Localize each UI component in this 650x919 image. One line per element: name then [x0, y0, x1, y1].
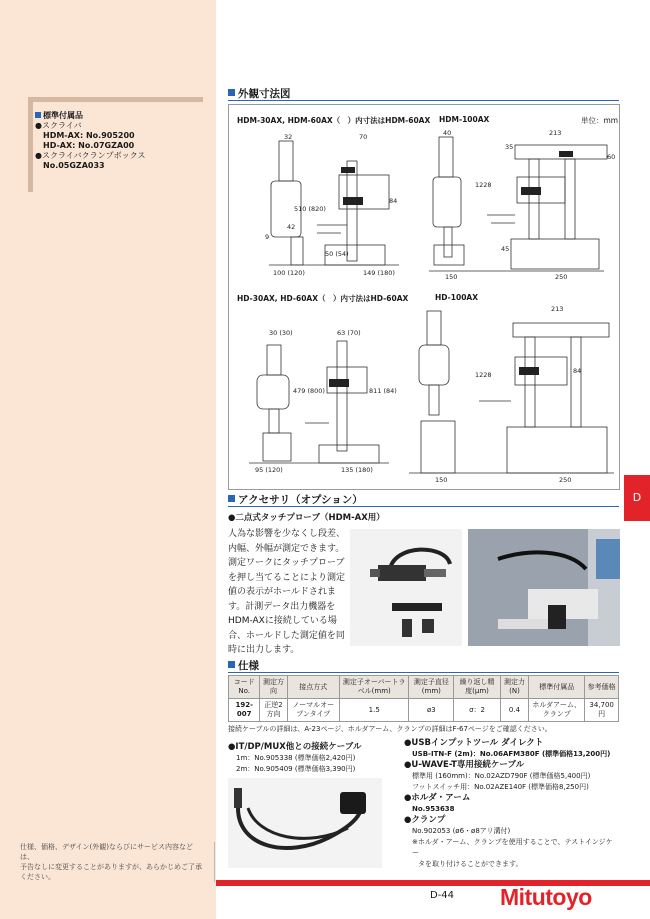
- cable-left-block: ●IT/DP/MUX他との接続ケーブル 1m：No.905338 (標準価格2,420円) 2m：No.905409 (標準価格3,390円): [228, 742, 362, 773]
- section-rule: [228, 506, 619, 507]
- fig2-label: HDM-100AX: [439, 115, 490, 124]
- accessory-heading: アクセサリ（オプション）: [228, 492, 363, 507]
- table-header-row: コードNo. 測定方向 接点方式 測定子オーバートラベル(mm) 測定子直径(mm) 繰り返し精度(μm) 測定力(N) 標準付属品 参考価格: [229, 676, 619, 699]
- section-rule: [228, 672, 619, 673]
- probe-image: [350, 529, 462, 646]
- bullet-square-icon: [228, 661, 235, 668]
- spec-heading: 仕様: [228, 658, 259, 673]
- cable-image: [228, 778, 382, 868]
- bullet-square-icon: [228, 495, 235, 502]
- probe-usage-image: [468, 529, 620, 646]
- brand-logo: Mitutoyo: [500, 884, 592, 910]
- probe-title: ●二点式タッチプローブ（HDM-AX用）: [228, 513, 385, 523]
- fig3-label: HD-30AX, HD-60AX（ ）内寸法はHD-60AX: [237, 294, 409, 303]
- divider: [214, 842, 215, 882]
- probe-usage-photo: [468, 529, 620, 646]
- spec-table: [228, 675, 619, 722]
- bullet-square-icon: [228, 89, 235, 96]
- outline-figure-box: HDM-30AX, HDM-60AX（ ）内寸法はHDM-60AX HDM-100AX 単位：mm HD-30AX, HD-60AX（ ）内寸法はHD-60AX HD-100AX 32 70 510 (820) 84 42 9 50 (54) 100 (120) 149 (180) 40 213 35 60 1228 45 150 250 30 (30) 63 (70) 479 (800) 811 (84) 95 (120) 135 (180) 213 1228 84 150 250: [228, 104, 620, 490]
- section-rule: [228, 100, 619, 101]
- outline-heading: 外観寸法図: [228, 86, 291, 101]
- cable-right-block: ●USBインプットツール ダイレクト USB-ITN-F (2m)：No.06AFM380F (標準価格13,200円) ●U-WAVE-T専用接続ケーブル 標準用 (160mm)：No.02AZD790F (標準価格5,400円) フットスイッチ用：No.02AZE140F (標準価格8,250円) ●ホルダ・アーム No.953638 ●クランプ No.902053 (ø6・ø8アリ溝付) ※ホルダ・アーム、クランプを使用することで、テストインジケー タを取り付けることができます。: [404, 738, 613, 868]
- probe-photo: [350, 529, 462, 646]
- spec-note: 接続ケーブルの詳細は、A-23ページ、ホルダアーム、クランプの詳細はF-67ページをご確認ください。: [228, 725, 552, 733]
- fig1-label: HDM-30AX, HDM-60AX（ ）内寸法はHDM-60AX: [237, 116, 431, 125]
- fig4-label: HD-100AX: [435, 293, 478, 302]
- fig1-column-top: [279, 141, 293, 181]
- footnote: 仕様、価格、デザイン(外観)ならびにサービス内容などは、 予告なしに変更することがありますが、あらかじめご了承ください。: [20, 842, 205, 882]
- page-number: D-44: [430, 890, 455, 901]
- bullet-square-icon: [35, 112, 41, 118]
- standard-accessories: 標準付属品 ●スクライバ HDM-AX: No.905200 HD-AX: No.07GZA00 ●スクライバクランプボックス No.05GZA033: [35, 111, 146, 170]
- unit-label: 単位：mm: [581, 116, 619, 125]
- cable-photo: [228, 778, 382, 868]
- table-row: 192-007 正逆2方向 ノーマルオープンタイプ 1.5 ø3 σ：2 0.4 ホルダアーム、クランプ 34,700円: [229, 699, 619, 722]
- section-tab-d: D: [624, 475, 650, 521]
- outline-drawing: [229, 105, 619, 489]
- probe-description: 人為な影響を少なくし段差、 内幅、外幅が測定できます。 測定ワークにタッチプローブ を押し当てることにより測定 値の表示がホールドされま す。計測データ出力機器を HDM-AXに接続している場 合、ホールドした測定値を同 時に出力します。: [228, 529, 346, 655]
